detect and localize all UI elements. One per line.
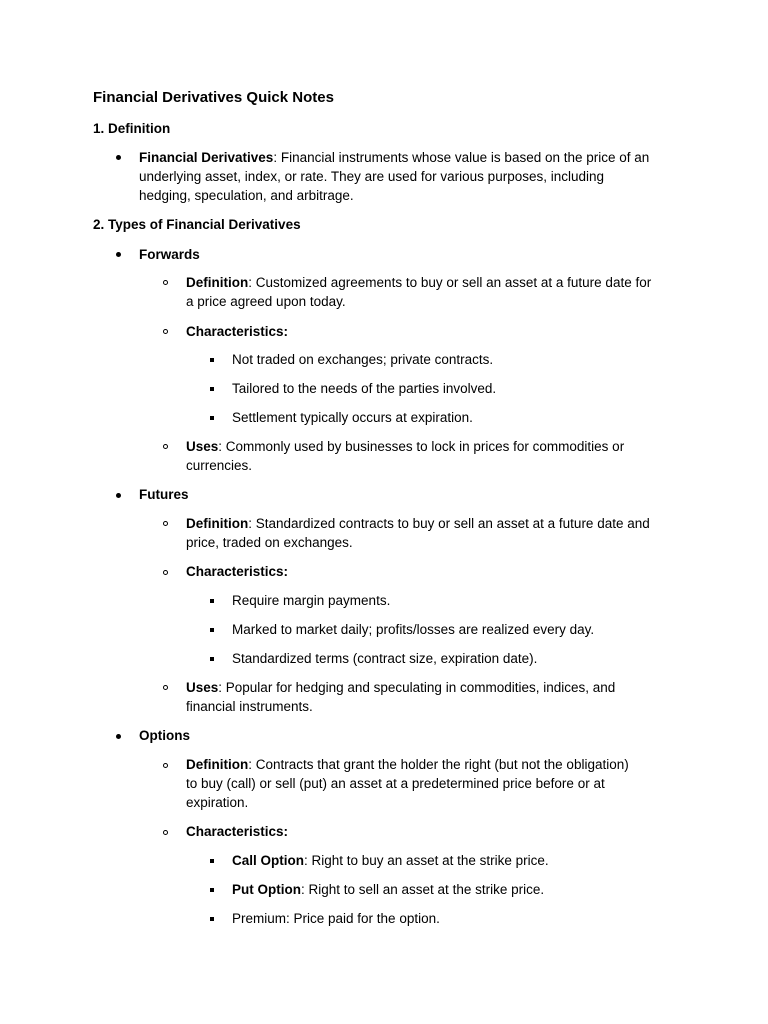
options-definition-line-1 xyxy=(186,755,629,775)
bullet-circle-icon xyxy=(163,685,168,690)
futures-uses-line-1 xyxy=(186,678,615,698)
uses-text: : Popular for hedging and speculating in commodities, indices, and xyxy=(218,680,616,695)
bullet-dot-icon xyxy=(116,252,121,257)
options-characteristics-label: Characteristics: xyxy=(186,824,289,839)
forwards-characteristic: Not traded on exchanges; private contracts. xyxy=(232,352,494,367)
options-put-option xyxy=(232,880,544,900)
forwards-characteristic: Settlement typically occurs at expiration. xyxy=(232,410,473,425)
term-financial-derivatives: Financial Derivatives xyxy=(139,150,274,165)
bullet-square-icon xyxy=(210,416,214,420)
forwards-uses-line-2: currencies. xyxy=(186,458,253,473)
bullet-circle-icon xyxy=(163,763,168,768)
section-heading-definition: 1. Definition xyxy=(93,121,171,136)
bullet-circle-icon xyxy=(163,521,168,526)
bullet-dot-icon xyxy=(116,155,121,160)
financial-derivatives-line-2: underlying asset, index, or rate. They are used for various purposes, including xyxy=(139,169,605,184)
options-definition-line-2: to buy (call) or sell (put) an asset at a predetermined price before or at xyxy=(186,776,605,791)
definition-text: : Contracts that grant the holder the right (but not the obligation) xyxy=(248,757,629,772)
futures-label: Futures xyxy=(139,487,189,502)
term-definition: Definition xyxy=(186,516,249,531)
forwards-definition-line-1 xyxy=(186,273,651,293)
options-label: Options xyxy=(139,728,190,743)
bullet-circle-icon xyxy=(163,280,168,285)
forwards-characteristic: Tailored to the needs of the parties involved. xyxy=(232,381,497,396)
options-call-option xyxy=(232,851,549,871)
futures-definition-line-1 xyxy=(186,514,650,534)
futures-characteristic: Require margin payments. xyxy=(232,593,391,608)
put-option-text: : Right to sell an asset at the strike price. xyxy=(300,882,545,897)
bullet-circle-icon xyxy=(163,444,168,449)
bullet-square-icon xyxy=(210,628,214,632)
bullet-square-icon xyxy=(210,859,214,863)
forwards-uses-line-1 xyxy=(186,437,624,457)
document-title: Financial Derivatives Quick Notes xyxy=(93,89,334,106)
futures-uses-line-2: financial instruments. xyxy=(186,699,313,714)
futures-characteristic: Standardized terms (contract size, expiration date). xyxy=(232,651,538,666)
futures-characteristic: Marked to market daily; profits/losses are realized every day. xyxy=(232,622,595,637)
bullet-square-icon xyxy=(210,358,214,362)
definition-text: : Standardized contracts to buy or sell an asset at a future date and xyxy=(248,516,650,531)
bullet-square-icon xyxy=(210,599,214,603)
term-put-option: Put Option xyxy=(232,882,301,897)
financial-derivatives-line-1 xyxy=(139,148,649,168)
bullet-square-icon xyxy=(210,387,214,391)
bullet-square-icon xyxy=(210,888,214,892)
futures-definition-line-2: price, traded on exchanges. xyxy=(186,535,353,550)
forwards-definition-line-2: a price agreed upon today. xyxy=(186,294,346,309)
uses-text: : Commonly used by businesses to lock in prices for commodities or xyxy=(218,439,625,454)
definition-text: : Financial instruments whose value is based on the price of an xyxy=(273,150,650,165)
bullet-dot-icon xyxy=(116,734,121,739)
term-definition: Definition xyxy=(186,757,249,772)
section-heading-types: 2. Types of Financial Derivatives xyxy=(93,217,301,232)
forwards-label: Forwards xyxy=(139,247,200,262)
bullet-circle-icon xyxy=(163,570,168,575)
term-call-option: Call Option xyxy=(232,853,304,868)
financial-derivatives-line-3: hedging, speculation, and arbitrage. xyxy=(139,188,354,203)
bullet-circle-icon xyxy=(163,329,168,334)
call-option-text: : Right to buy an asset at the strike price. xyxy=(304,853,549,868)
definition-text: : Customized agreements to buy or sell an asset at a future date for xyxy=(248,275,652,290)
bullet-dot-icon xyxy=(116,493,121,498)
bullet-circle-icon xyxy=(163,830,168,835)
term-definition: Definition xyxy=(186,275,249,290)
options-premium: Premium: Price paid for the option. xyxy=(232,911,440,926)
term-uses: Uses xyxy=(186,680,219,695)
bullet-square-icon xyxy=(210,657,214,661)
term-uses: Uses xyxy=(186,439,219,454)
bullet-square-icon xyxy=(210,917,214,921)
futures-characteristics-label: Characteristics: xyxy=(186,564,289,579)
options-definition-line-3: expiration. xyxy=(186,795,249,810)
forwards-characteristics-label: Characteristics: xyxy=(186,324,289,339)
